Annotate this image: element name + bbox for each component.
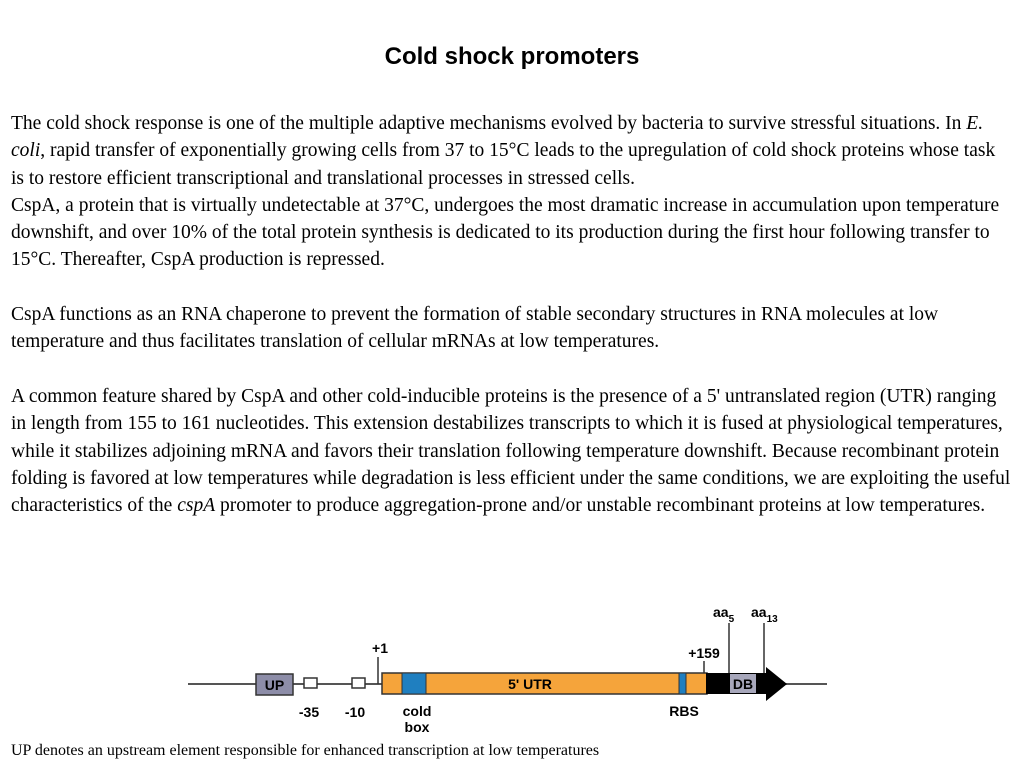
species-name: E. coli [11,113,984,162]
page-title: Cold shock promoters [384,43,640,70]
downstream-block [706,673,728,694]
paragraph-4 [11,383,1011,519]
gene-name: cspA [177,495,216,517]
minus35-box [304,678,317,688]
diagram-caption: UP denotes an upstream element responsible for enhanced transcription at low temperatures [11,742,600,759]
minus10-box [352,678,365,688]
body-text [11,110,1011,519]
up-label: UP [264,677,285,693]
promoter-diagram [0,595,1024,740]
aa5-label: $aa_5$ [713,604,735,625]
paragraph-4-text-b: promoter to produce aggregation-prone and/or unstable recombinant proteins at low temperatures. [215,495,986,517]
rbs-label: RBS [669,703,699,719]
plus1-label: +1 [372,640,388,656]
rbs-box [679,673,686,694]
plus159-label: +159 [688,645,720,661]
paragraph-2: CspA, a protein that is virtually undetectable at 37°C, undergoes the most dramatic increase in accumulation upon temperature downshift, and over 10% of the total protein synthesis is dedicated to its production during the first hour following transfer to 15°C. Thereafter, CspA production is repressed. [11,194,1000,271]
cold-box [402,673,426,694]
cold-label: cold [402,703,432,719]
minus35-label: -35 [298,704,320,720]
paragraph-4-text-a: A common feature shared by CspA and other cold-inducible proteins is the presence of a 5' untranslated region (UTR) ranging in length from 155 to 161 nucleotides. This extension destabilizes transcripts to which it is fused at physiological temperatures, while it stabilizes adjoining mRNA and favors their translation following temperature downshift. Because recombinant protein folding is favored at low temperatures while degradation is less efficient under the same conditions, we are exploiting the useful characteristics of the [11,385,1011,517]
box-label: box [404,719,430,735]
paragraph-1-text-b: , rapid transfer of exponentially growing cells from 37 to 15°C leads to the upregulation of cold shock proteins whose task is to restore efficient transcriptional and translational processes in stressed cells. [11,140,996,189]
paragraph-1-text-a: The cold shock response is one of the multiple adaptive mechanisms evolved by bacteria to survive stressful situations. In [11,113,967,134]
utr-label: 5' UTR [508,676,552,692]
minus10-label: -10 [344,704,366,720]
aa13-label: $aa_{13}$ [751,604,778,625]
paragraph-3: CspA functions as an RNA chaperone to prevent the formation of stable secondary structures in RNA molecules at low temperature and thus facilitates translation of cellular mRNAs at low temperatures. [11,304,939,353]
db-label: DB [732,676,754,692]
paragraph-1 [11,110,1011,192]
